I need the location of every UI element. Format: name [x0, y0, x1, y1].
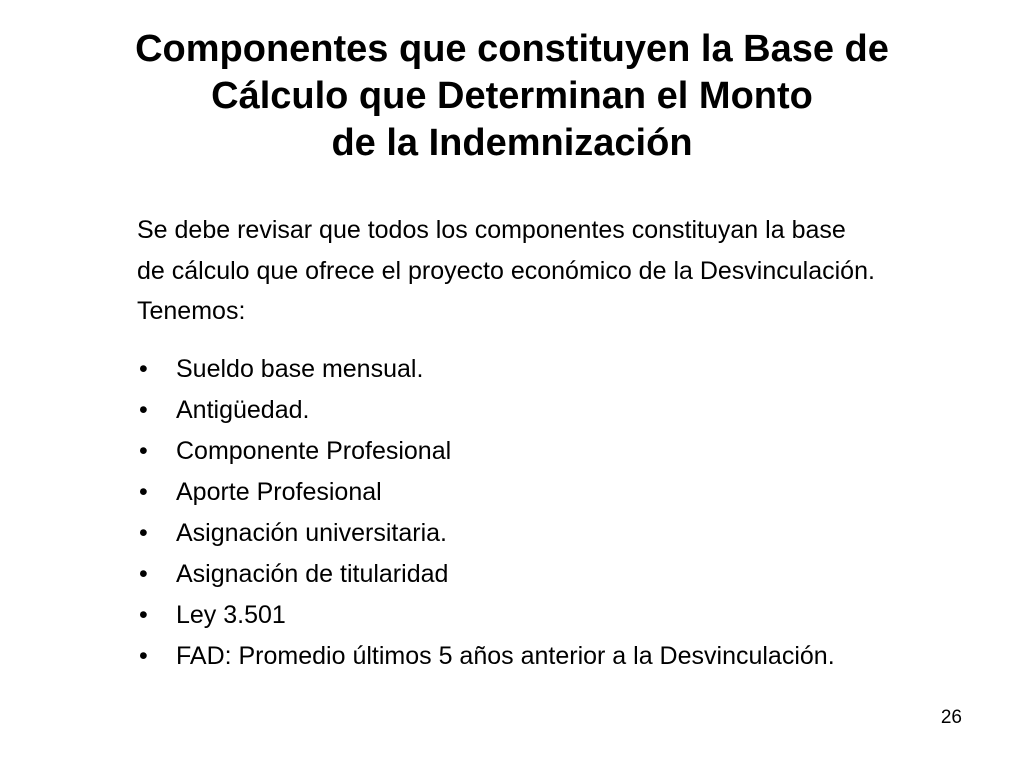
list-item	[137, 636, 997, 677]
list-item-text: Ley 3.501	[176, 601, 286, 629]
bullet-dot: •	[139, 642, 148, 670]
list-item	[137, 554, 997, 595]
list-item	[137, 390, 997, 431]
intro-line: Se debe revisar que todos los componentes constituyan la base	[137, 216, 846, 244]
list-item	[137, 472, 997, 513]
list-item-text: Sueldo base mensual.	[176, 355, 424, 383]
title-line: Componentes que constituyen la Base de	[135, 28, 889, 70]
list-item	[137, 513, 997, 554]
page-number: 26	[940, 707, 962, 728]
list-item-text: Antigüedad.	[176, 396, 310, 424]
bullet-dot: •	[139, 355, 148, 383]
bullet-list	[137, 349, 997, 677]
bullet-dot: •	[139, 519, 148, 547]
list-item-text: FAD: Promedio últimos 5 años anterior a la Desvinculación.	[176, 642, 835, 670]
list-item	[137, 349, 997, 390]
bullet-dot: •	[139, 601, 148, 629]
list-item-text: Componente Profesional	[176, 437, 452, 465]
bullet-dot: •	[139, 478, 148, 506]
bullet-dot: •	[139, 560, 148, 588]
title-line: Cálculo que Determinan el Monto	[211, 75, 813, 117]
list-item-text: Aporte Profesional	[176, 478, 382, 506]
intro-line: Tenemos:	[137, 297, 246, 325]
intro-line: de cálculo que ofrece el proyecto económico de la Desvinculación.	[137, 256, 875, 285]
list-item	[137, 595, 997, 636]
slide-title	[60, 26, 964, 167]
title-line: de la Indemnización	[331, 122, 693, 164]
bullet-dot: •	[139, 396, 148, 424]
intro-paragraph	[137, 210, 997, 332]
list-item	[137, 431, 997, 472]
list-item-text: Asignación universitaria.	[176, 519, 447, 547]
list-item-text: Asignación de titularidad	[176, 560, 449, 588]
bullet-dot: •	[139, 437, 148, 465]
